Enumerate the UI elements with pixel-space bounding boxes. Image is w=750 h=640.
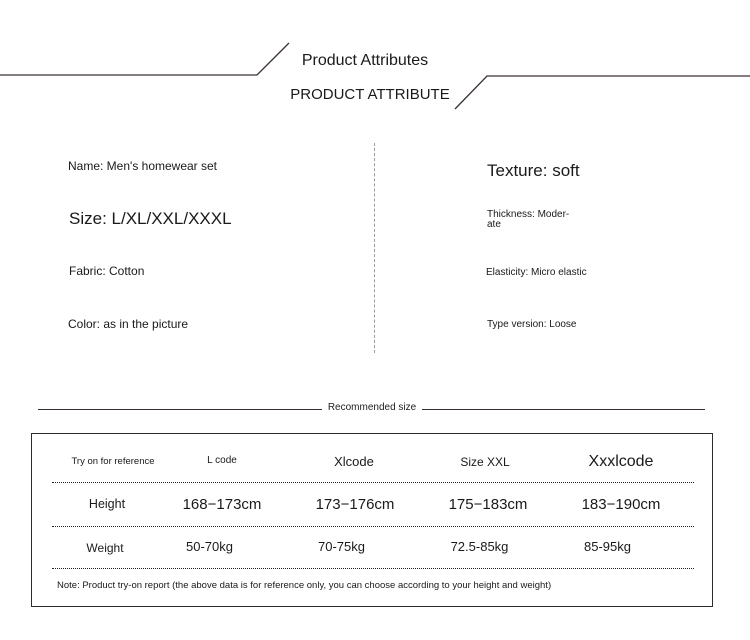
attr-thickness-line2: ate [487,219,501,230]
attr-thickness-line1: Thickness: Moder- [487,209,570,220]
attr-thickness [487,210,569,230]
attr-fabric: Fabric: Cotton [69,264,145,278]
header-xxxl: Xxxlcode [588,453,654,470]
row-weight-label: Weight [86,541,124,555]
weight-xxxl: 85-95kg [584,539,631,554]
height-xxxl: 183−190cm [581,496,661,513]
attr-type-version: Type version: Loose [487,319,577,330]
header-l: L code [207,455,237,466]
attr-elasticity: Elasticity: Micro elastic [486,267,587,278]
row-separator [52,568,694,569]
row-separator [52,526,694,527]
attr-name: Name: Men's homewear set [68,159,218,173]
weight-xl: 70-75kg [318,539,365,554]
height-xxl: 175−183cm [448,496,528,513]
header-xxl: Size XXL [460,455,510,469]
attr-size: Size: L/XL/XXL/XXXL [69,209,232,228]
attr-texture: Texture: soft [487,161,580,180]
attr-color: Color: as in the picture [68,317,189,331]
size-note: Note: Product try-on report (the above data is for reference only, you can choose according to your height and weight) [57,580,552,591]
row-separator [52,482,694,483]
attributes-divider [374,143,375,353]
weight-l: 50-70kg [186,539,233,554]
header-reference: Try on for reference [71,456,155,467]
recommended-label: Recommended size [322,402,422,413]
header-xl: Xlcode [334,454,374,469]
weight-xxl: 72.5-85kg [450,539,509,554]
height-l: 168−173cm [182,496,262,513]
row-height-label: Height [88,497,126,511]
height-xl: 173−176cm [315,496,395,513]
size-table [31,433,713,607]
page-title: Product Attributes [301,52,429,69]
page-subtitle: PRODUCT ATTRIBUTE [290,86,450,103]
